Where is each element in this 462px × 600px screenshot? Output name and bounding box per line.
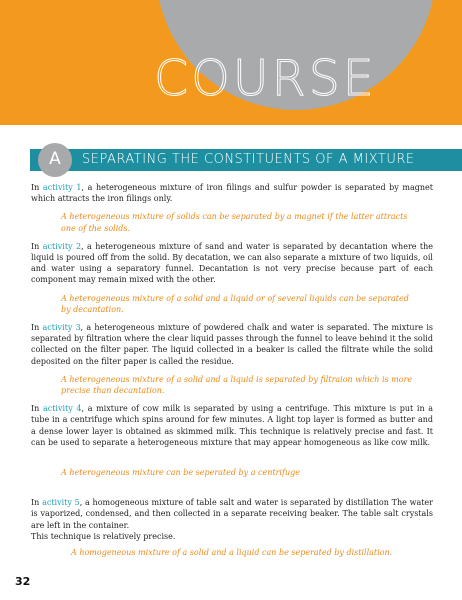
page-content	[31, 182, 433, 565]
conclusion-note: A heterogeneous mixture of a solid and a liquid or of several liquids can be separated by decantation.	[61, 293, 409, 314]
activity-link[interactable]: activity 5	[42, 498, 80, 508]
activity-link[interactable]: activity 2	[42, 241, 82, 251]
activity-link[interactable]: activity 1	[42, 183, 82, 192]
page-number: 32	[15, 575, 31, 588]
section-badge-letter: A	[49, 149, 61, 169]
paragraph-activity-2: In activity 2, a heterogeneous mixture of sand and water is separated by decantation where the liquid is poured off from the solid. By decatation, we can also separate a mixture of two liquids, oil and water using a separatory funnel. Decantation is not very precise because part of each component may remain mixed with the other.	[31, 241, 434, 285]
section-title: SEPARATING THE CONSTITUENTS OF A MIXTURE	[82, 152, 415, 167]
conclusion-note: A heterogeneous mixture of solids can be separated by a magnet if the latter attracts one of the solids.	[61, 212, 408, 233]
paragraph-activity-3: In activity 3, a heterogeneous mixture of powdered chalk and water is separated. The mixture is separated by filtration where the clear liquid passes through the funnel to leave behind it the solid collected on the filter paper. The liquid collected in a beaker is called the filtrate while the solid deposited on the filter paper is called the residue.	[31, 323, 434, 366]
conclusion-note: A homogeneous mixture of a solid and a liquid can be seperated by distillation.	[71, 548, 393, 558]
conclusion-note: A heterogeneous mixture of a solid and a liquid is separated by filtraion which is more precise than decantation.	[61, 374, 413, 396]
paragraph-extra: This technique is relatively precise.	[31, 531, 176, 541]
activity-link[interactable]: activity 3	[42, 323, 81, 333]
paragraph-activity-1: In activity 1, a heterogeneous mixture of iron filings and sulfur powder is separated by magnet which attracts the iron filings only.	[31, 183, 433, 204]
section-badge	[38, 143, 72, 177]
paragraph-activity-5: In activity 5, a homogeneous mixture of table salt and water is separated by distillation The water is vaporized, condensed, and then collected in a separate receiving beaker. The table salt crystals are left in the container.	[31, 498, 433, 530]
paragraph-activity-4: In activity 4, a mixture of cow milk is separated by using a centrifuge. This mixture is put in a tube in a centrifuge which spins around for few minutes. A light top layer is formed as butter and a dense lower layer is obtained as skimmed milk. This technique is relatively precise and fast. It can be used to separate a heterogeneous mixture that may appear homogeneous as like cow milk.	[31, 404, 434, 447]
activity-link[interactable]: activity 4	[42, 404, 82, 414]
conclusion-note: A heterogeneous mixture can be seperated by a centrifuge	[61, 468, 300, 478]
page-title: COURSE	[154, 50, 377, 107]
